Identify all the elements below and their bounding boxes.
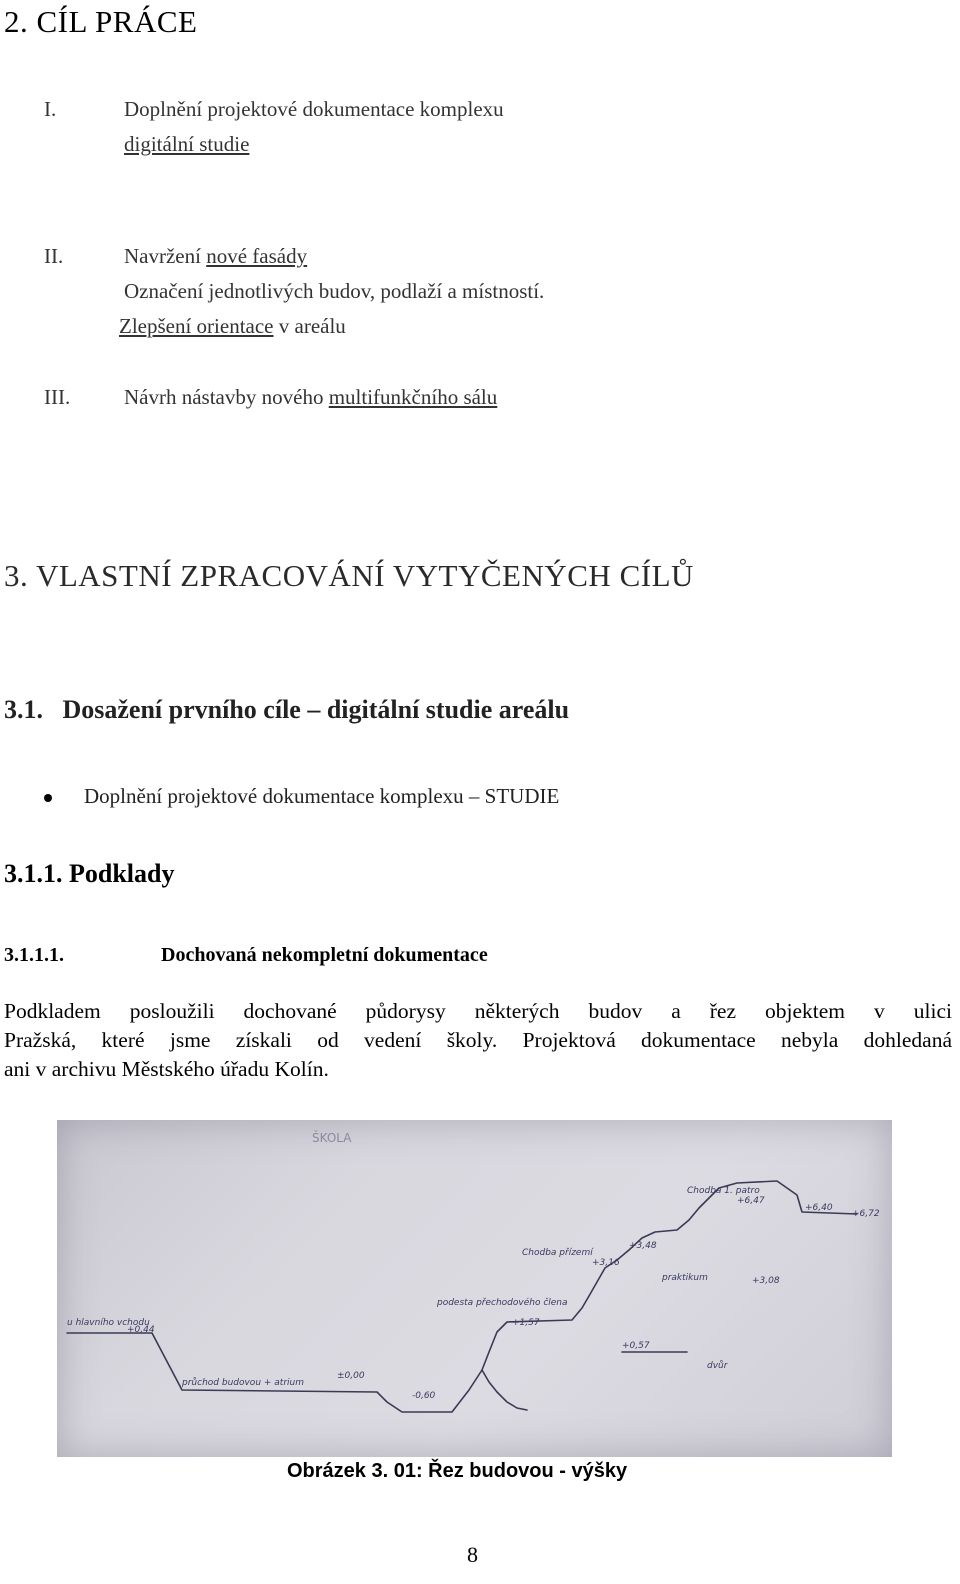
sketch-label: +6,40 bbox=[805, 1203, 833, 1213]
paragraph-line: Pražská, které jsme získali od vedení školy. Projektová dokumentace nebyla dohledaná bbox=[4, 1028, 952, 1052]
sketch-label: u hlavního vchodu bbox=[67, 1318, 150, 1328]
list-item-text-part: Označení jednotlivých budov, podlaží a místností. bbox=[124, 279, 545, 303]
heading-title: Dochovaná nekompletní dokumentace bbox=[161, 944, 488, 966]
sketch-label: praktikum bbox=[662, 1273, 708, 1283]
list-item-text bbox=[124, 97, 504, 122]
section2-heading: 2. CÍL PRÁCE bbox=[4, 4, 198, 39]
bullet-marker bbox=[44, 794, 52, 802]
figure-caption: Obrázek 3. 01: Řez budovou - výšky bbox=[287, 1460, 628, 1482]
list-item-underlined: nové fasády bbox=[206, 244, 308, 268]
list-item-text bbox=[124, 132, 249, 157]
sketch-label: +0,57 bbox=[622, 1341, 650, 1351]
sketch-title: ŠKOLA bbox=[312, 1131, 352, 1145]
sketch-label: +1,57 bbox=[512, 1318, 540, 1328]
bullet-text: Doplnění projektové dokumentace komplexu – STUDIE bbox=[84, 784, 560, 808]
sketch-label: +3,48 bbox=[629, 1241, 657, 1251]
sketch-label: Chodba přízemí bbox=[522, 1248, 593, 1258]
sketch-label: dvůr bbox=[707, 1361, 728, 1371]
heading-number: 3.1.1.1. bbox=[4, 944, 64, 966]
paragraph-line: ani v archivu Městského úřadu Kolín. bbox=[4, 1057, 329, 1081]
sketch-label: +3,16 bbox=[592, 1258, 620, 1268]
list-item-underlined: multifunkčního sálu bbox=[328, 385, 498, 409]
section3-heading: 3. VLASTNÍ ZPRACOVÁNÍ VYTYČENÝCH CÍLŮ bbox=[4, 558, 694, 593]
list-item-text bbox=[124, 279, 544, 304]
list-item-text-part: Návrh nástavby nového bbox=[124, 385, 329, 409]
body-paragraph bbox=[4, 997, 952, 1084]
list-item-number: I. bbox=[44, 97, 57, 121]
sketch-stair-line bbox=[482, 1370, 527, 1410]
sketch-label: +6,47 bbox=[737, 1196, 765, 1206]
sketch-label: +0,44 bbox=[127, 1325, 155, 1335]
subsection-heading: 3.1. Dosažení prvního cíle – digitální studie areálu bbox=[4, 695, 570, 724]
list-item-number: II. bbox=[44, 244, 64, 268]
list-item-number: III. bbox=[44, 385, 71, 409]
list-item-text bbox=[119, 314, 346, 339]
paragraph-line: Podkladem posloužili dochované půdorysy některých budov a řez objektem v ulici bbox=[4, 999, 952, 1023]
list-item-underlined: digitální studie bbox=[124, 132, 250, 156]
sketch-label: Chodba 1. patro bbox=[687, 1186, 760, 1196]
list-item-text-part: Navržení bbox=[124, 244, 207, 268]
section-sketch-photo bbox=[57, 1120, 892, 1457]
sketch-label: +6,72 bbox=[852, 1209, 880, 1219]
list-item-underlined: Zlepšení orientace bbox=[119, 314, 274, 338]
list-item-text bbox=[124, 385, 497, 410]
sketch-label: +3,08 bbox=[752, 1276, 780, 1286]
sketch-label: -0,60 bbox=[412, 1391, 436, 1401]
sketch-label: podesta přechodového člena bbox=[437, 1298, 568, 1308]
sketch-label: ±0,00 bbox=[337, 1371, 365, 1381]
page-number: 8 bbox=[467, 1542, 478, 1567]
list-item-text-part: Doplnění projektové dokumentace komplexu bbox=[124, 97, 504, 121]
list-item-text bbox=[124, 244, 307, 269]
subsubsection-heading: 3.1.1. Podklady bbox=[4, 859, 175, 888]
sketch-label: průchod budovou + atrium bbox=[182, 1378, 305, 1388]
list-item-text-part: v areálu bbox=[273, 314, 346, 338]
